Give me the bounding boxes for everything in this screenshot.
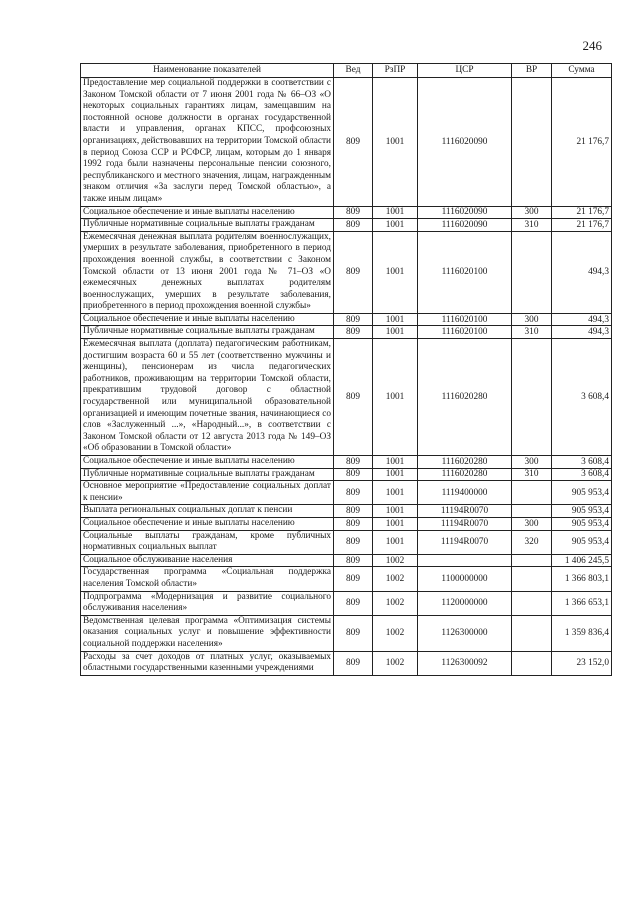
row-ved: 809 <box>334 591 373 615</box>
row-vr: 300 <box>512 313 552 326</box>
row-name: Социальное обслуживание населения <box>81 554 334 567</box>
row-ved: 809 <box>334 219 373 232</box>
table-row <box>81 517 612 530</box>
table-row <box>81 567 612 591</box>
row-ved: 809 <box>334 554 373 567</box>
row-rzpr: 1002 <box>373 651 418 675</box>
table-row <box>81 326 612 339</box>
header-name: Наименование показателей <box>81 64 334 78</box>
table-header-row <box>81 64 612 78</box>
row-rzpr: 1001 <box>373 339 418 456</box>
row-ved: 809 <box>334 651 373 675</box>
row-vr: 320 <box>512 530 552 554</box>
row-sum: 21 176,7 <box>552 219 612 232</box>
row-sum: 3 608,4 <box>552 468 612 481</box>
row-ved: 809 <box>334 339 373 456</box>
table-row <box>81 231 612 313</box>
row-csr: 11194R0070 <box>418 530 512 554</box>
row-ved: 809 <box>334 78 373 207</box>
row-rzpr: 1001 <box>373 456 418 469</box>
row-name: Ведомственная целевая программа «Оптимизация системы оказания социальных услуг и повышение эффективности социальной поддержки населения» <box>81 615 334 651</box>
table-row <box>81 456 612 469</box>
row-rzpr: 1002 <box>373 567 418 591</box>
row-rzpr: 1001 <box>373 505 418 518</box>
row-rzpr: 1001 <box>373 206 418 219</box>
row-name: Социальное обеспечение и иные выплаты населению <box>81 206 334 219</box>
row-csr: 1126300000 <box>418 615 512 651</box>
row-ved: 809 <box>334 505 373 518</box>
row-name: Основное мероприятие «Предоставление социальных доплат к пенсии» <box>81 481 334 505</box>
row-csr: 1116020280 <box>418 456 512 469</box>
row-csr: 1116020100 <box>418 313 512 326</box>
row-name: Предоставление мер социальной поддержки в соответствии с Законом Томской области от 7 июня 2001 года № 66–ОЗ «О некоторых социальных гарантиях лицам, замещавшим на постоянной основе должности в органах государственной власти и управления, органах КПСС, профсоюзных организациях, действовавших на территории Томской области в период Союза ССР и РСФСР, лицам, которым до 1 января 1992 года были назначены персональные пенсии союзного, республиканского и местного значения, лицам, награжденным знаком отличия «За заслуги перед Томской областью», а также иным лицам» <box>81 78 334 207</box>
row-name: Социальное обеспечение и иные выплаты населению <box>81 313 334 326</box>
row-name: Расходы за счет доходов от платных услуг, оказываемых областными государственными казенными учреждениями <box>81 651 334 675</box>
row-vr: 310 <box>512 326 552 339</box>
row-name: Публичные нормативные социальные выплаты гражданам <box>81 326 334 339</box>
row-vr <box>512 339 552 456</box>
row-ved: 809 <box>334 530 373 554</box>
row-csr: 1116020280 <box>418 339 512 456</box>
row-vr <box>512 505 552 518</box>
row-sum: 494,3 <box>552 313 612 326</box>
row-ved: 809 <box>334 206 373 219</box>
table-row <box>81 481 612 505</box>
table-row <box>81 219 612 232</box>
row-name: Ежемесячная выплата (доплата) педагогическим работникам, достигшим возраста 60 и 55 лет (соответственно мужчины и женщины), пенсионерам из числа педагогических работников, проживающим на территории Томской области, прекратившим трудовой договор с областной государственной или муниципальной образовательной организацией и имеющим почетные звания, начинающиеся со слов «Заслуженный ...», «Народный...», в соответствии с Законом Томской области от 12 августа 2013 года № 149–ОЗ «Об образовании в Томской области» <box>81 339 334 456</box>
row-name: Социальное обеспечение и иные выплаты населению <box>81 517 334 530</box>
row-vr <box>512 651 552 675</box>
header-vr: ВР <box>512 64 552 78</box>
page-number: 246 <box>582 38 602 53</box>
row-sum: 905 953,4 <box>552 505 612 518</box>
row-rzpr: 1001 <box>373 530 418 554</box>
row-vr <box>512 231 552 313</box>
row-sum: 494,3 <box>552 231 612 313</box>
table-row <box>81 554 612 567</box>
row-vr <box>512 567 552 591</box>
header-sum: Сумма <box>552 64 612 78</box>
table-row <box>81 505 612 518</box>
row-csr: 1116020100 <box>418 326 512 339</box>
row-ved: 809 <box>334 615 373 651</box>
row-sum: 21 176,7 <box>552 78 612 207</box>
row-sum: 905 953,4 <box>552 481 612 505</box>
row-csr: 1116020090 <box>418 78 512 207</box>
row-rzpr: 1001 <box>373 481 418 505</box>
row-name: Социальные выплаты гражданам, кроме публичных нормативных социальных выплат <box>81 530 334 554</box>
header-rzpr: РзПР <box>373 64 418 78</box>
row-csr: 1116020090 <box>418 219 512 232</box>
row-vr: 300 <box>512 517 552 530</box>
row-vr: 300 <box>512 206 552 219</box>
table-row <box>81 206 612 219</box>
table-row <box>81 591 612 615</box>
row-vr: 310 <box>512 468 552 481</box>
row-csr: 1119400000 <box>418 481 512 505</box>
row-rzpr: 1001 <box>373 517 418 530</box>
table-row <box>81 313 612 326</box>
table-row <box>81 530 612 554</box>
row-ved: 809 <box>334 313 373 326</box>
row-csr <box>418 554 512 567</box>
row-rzpr: 1001 <box>373 231 418 313</box>
row-name: Государственная программа «Социальная поддержка населения Томской области» <box>81 567 334 591</box>
row-vr: 310 <box>512 219 552 232</box>
row-sum: 494,3 <box>552 326 612 339</box>
row-name: Социальное обеспечение и иные выплаты населению <box>81 456 334 469</box>
row-rzpr: 1002 <box>373 591 418 615</box>
row-vr <box>512 615 552 651</box>
row-csr: 1116020100 <box>418 231 512 313</box>
row-sum: 1 366 653,1 <box>552 591 612 615</box>
row-name: Выплата региональных социальных доплат к пенсии <box>81 505 334 518</box>
row-rzpr: 1001 <box>373 468 418 481</box>
row-sum: 3 608,4 <box>552 456 612 469</box>
row-sum: 1 406 245,5 <box>552 554 612 567</box>
row-csr: 1100000000 <box>418 567 512 591</box>
row-rzpr: 1001 <box>373 78 418 207</box>
row-rzpr: 1001 <box>373 313 418 326</box>
row-vr: 300 <box>512 456 552 469</box>
row-sum: 905 953,4 <box>552 530 612 554</box>
row-sum: 1 359 836,4 <box>552 615 612 651</box>
row-csr: 1116020280 <box>418 468 512 481</box>
row-csr: 1120000000 <box>418 591 512 615</box>
row-sum: 21 176,7 <box>552 206 612 219</box>
row-rzpr: 1002 <box>373 615 418 651</box>
row-ved: 809 <box>334 481 373 505</box>
row-ved: 809 <box>334 567 373 591</box>
row-ved: 809 <box>334 517 373 530</box>
table-row <box>81 615 612 651</box>
row-name: Подпрограмма «Модернизация и развитие социального обслуживания населения» <box>81 591 334 615</box>
budget-table <box>80 63 612 676</box>
row-name: Публичные нормативные социальные выплаты гражданам <box>81 468 334 481</box>
row-ved: 809 <box>334 231 373 313</box>
row-rzpr: 1001 <box>373 326 418 339</box>
row-vr <box>512 481 552 505</box>
row-csr: 1116020090 <box>418 206 512 219</box>
row-vr <box>512 591 552 615</box>
header-csr: ЦСР <box>418 64 512 78</box>
row-vr <box>512 78 552 207</box>
row-name: Публичные нормативные социальные выплаты гражданам <box>81 219 334 232</box>
row-sum: 905 953,4 <box>552 517 612 530</box>
table-row <box>81 651 612 675</box>
row-csr: 1126300092 <box>418 651 512 675</box>
header-ved: Вед <box>334 64 373 78</box>
row-ved: 809 <box>334 326 373 339</box>
table-row <box>81 78 612 207</box>
row-rzpr: 1002 <box>373 554 418 567</box>
table-row <box>81 468 612 481</box>
row-ved: 809 <box>334 468 373 481</box>
row-name: Ежемесячная денежная выплата родителям военнослужащих, умерших в результате заболевания, приобретенного в период прохождения военной службы, в соответствии с Законом Томской области от 13 июня 2001 года № 71–ОЗ «О ежемесячных денежных выплатах родителям военнослужащих, умерших в результате заболевания, приобретенного в период прохождения военной службы» <box>81 231 334 313</box>
row-rzpr: 1001 <box>373 219 418 232</box>
row-csr: 11194R0070 <box>418 505 512 518</box>
row-sum: 23 152,0 <box>552 651 612 675</box>
table-row <box>81 339 612 456</box>
row-vr <box>512 554 552 567</box>
row-csr: 11194R0070 <box>418 517 512 530</box>
row-ved: 809 <box>334 456 373 469</box>
row-sum: 3 608,4 <box>552 339 612 456</box>
row-sum: 1 366 803,1 <box>552 567 612 591</box>
